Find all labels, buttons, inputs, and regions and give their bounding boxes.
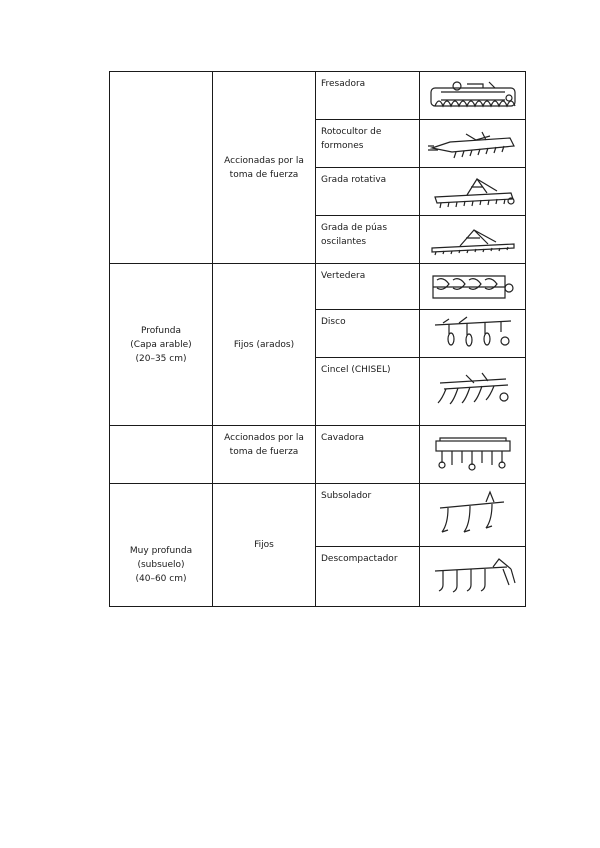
depth-label: (20–35 cm) (135, 353, 187, 364)
tool-name-cell (316, 216, 420, 264)
tool-name: formones (321, 141, 364, 151)
tool-name-cell (316, 168, 420, 216)
tool-name: oscilantes (321, 237, 367, 247)
depth-cell (110, 264, 213, 426)
depth-label: (40–60 cm) (135, 574, 187, 584)
vertedera-illustration (429, 270, 517, 304)
type-label: Accionados por la (224, 433, 304, 443)
tool-name-cell (316, 72, 420, 120)
tool-name: Rotocultor de (321, 127, 382, 137)
tool-image-cell (420, 120, 526, 168)
tool-image-cell (420, 310, 526, 358)
tool-name-cell (316, 358, 420, 426)
table-row (110, 484, 526, 547)
tool-name: Descompactador (321, 554, 398, 564)
tool-name: Grada rotativa (321, 175, 387, 185)
depth-label: Profunda (140, 325, 182, 336)
descompactador-illustration (427, 557, 519, 597)
tool-image-cell (420, 547, 526, 607)
depth-cell (110, 484, 213, 607)
grada-puas-illustration (426, 224, 520, 256)
tool-image-cell (420, 426, 526, 484)
tool-name: Grada de púas (321, 223, 388, 233)
tool-image-cell (420, 484, 526, 547)
depth-cell-empty (110, 426, 213, 484)
tool-image-cell (420, 264, 526, 310)
tool-name-cell (316, 426, 420, 484)
depth-label: Muy profunda (129, 546, 193, 556)
type-cell (213, 426, 316, 484)
depth-cell-empty (110, 72, 213, 264)
type-label: toma de fuerza (229, 447, 299, 457)
tillage-tools-table (109, 71, 526, 607)
tool-name-cell (316, 484, 420, 547)
tool-name: Fresadora (321, 79, 366, 89)
tool-image-cell (420, 216, 526, 264)
tool-name: Cincel (CHISEL) (321, 365, 391, 375)
type-cell (213, 72, 316, 264)
tool-image-cell (420, 72, 526, 120)
tool-name-cell (316, 120, 420, 168)
grada-rotativa-illustration (427, 175, 519, 209)
type-label: Fijos (254, 540, 274, 550)
type-label: toma de fuerza (229, 169, 299, 180)
tool-name: Cavadora (321, 433, 365, 443)
tool-name: Disco (321, 317, 346, 327)
tool-name-cell (316, 310, 420, 358)
tool-name: Vertedera (321, 271, 366, 281)
tool-name-cell (316, 264, 420, 310)
type-cell (213, 484, 316, 607)
rotocultor-illustration (426, 128, 520, 160)
subsolador-illustration (430, 490, 516, 540)
fresadora-illustration (427, 78, 519, 114)
depth-label: (subsuelo) (137, 560, 185, 570)
cavadora-illustration (428, 435, 518, 475)
tool-image-cell (420, 168, 526, 216)
type-cell (213, 264, 316, 426)
table-row (110, 72, 526, 120)
tool-name-cell (316, 547, 420, 607)
tool-image-cell (420, 358, 526, 426)
type-label: Fijos (arados) (233, 339, 295, 350)
table-row (110, 426, 526, 484)
cincel-illustration (430, 371, 516, 413)
tool-name: Subsolador (321, 491, 372, 501)
disco-illustration (429, 315, 517, 353)
table-row (110, 264, 526, 310)
type-label: Accionadas por la (224, 155, 304, 166)
depth-label: (Capa arable) (130, 339, 192, 350)
